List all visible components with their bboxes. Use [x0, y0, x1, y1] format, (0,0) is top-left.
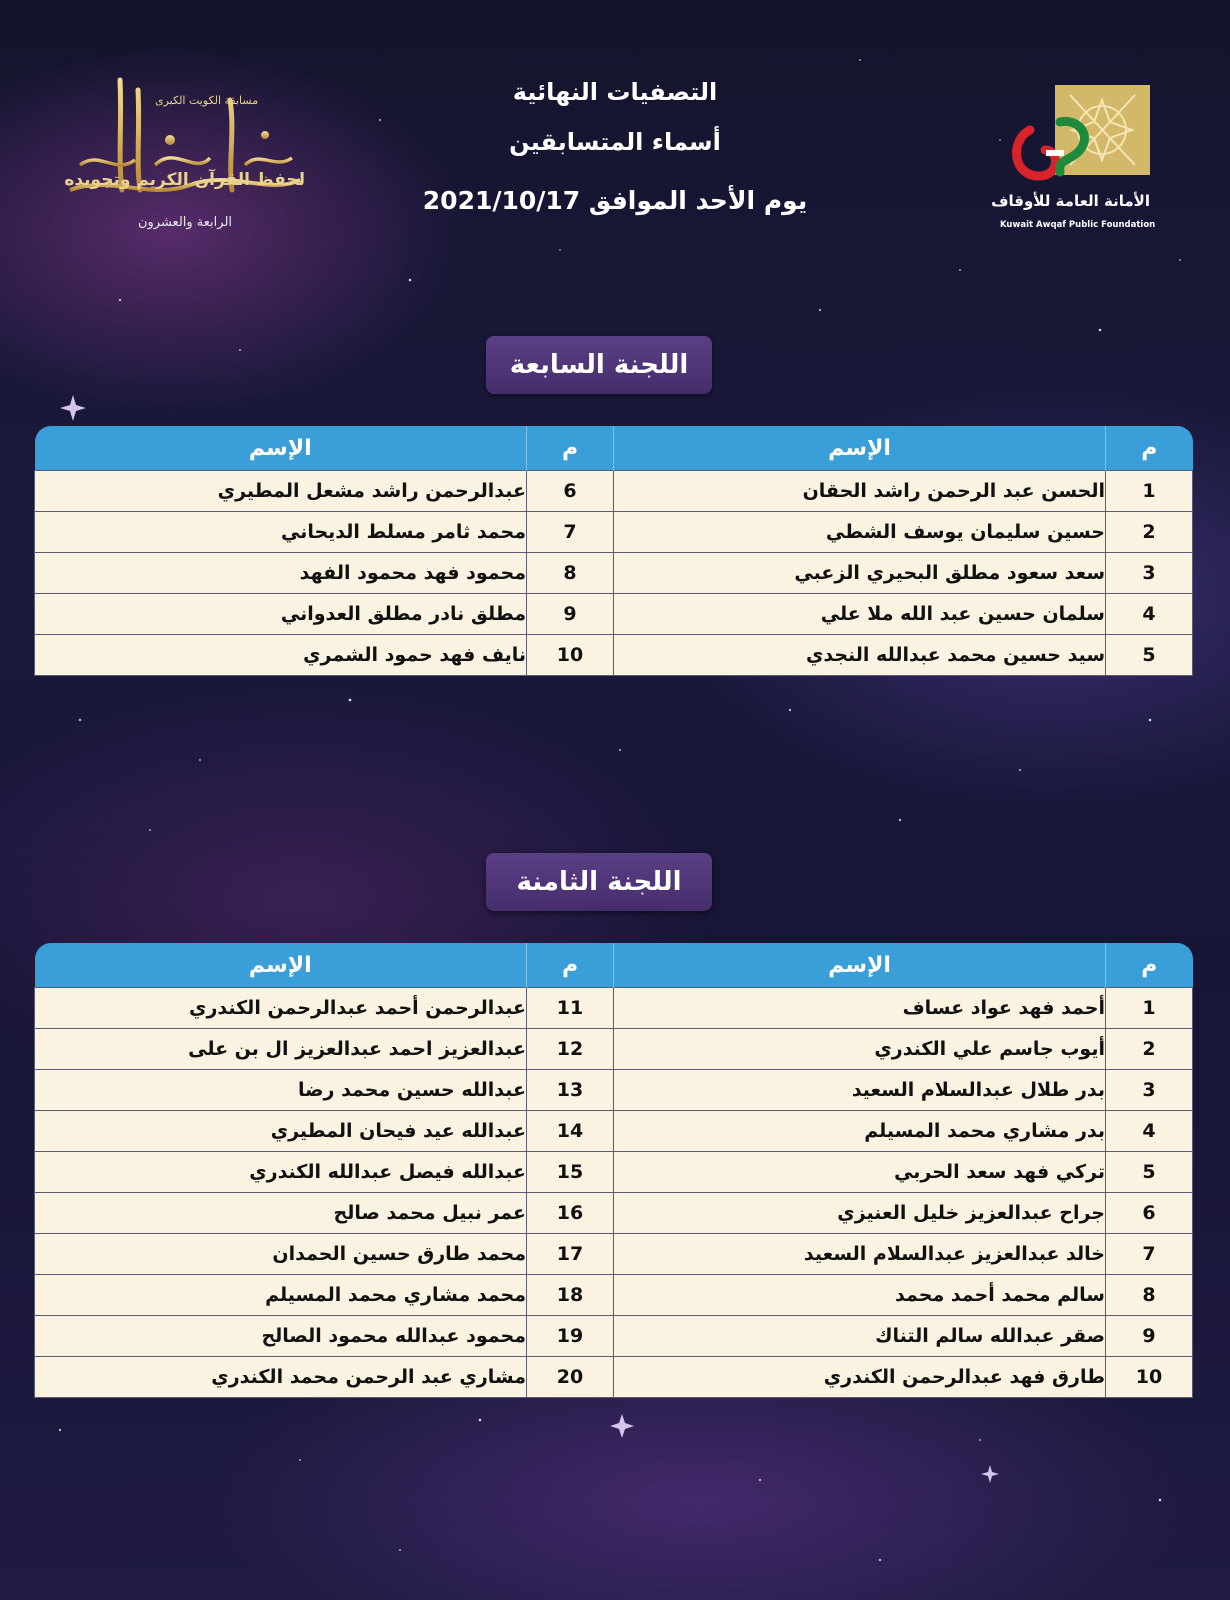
row-number: 4 — [1106, 1111, 1193, 1152]
contestant-name: عبدالرحمن أحمد عبدالرحمن الكندري — [35, 988, 527, 1029]
contestant-name: صقر عبدالله سالم التناك — [614, 1316, 1106, 1357]
column-header-name: الإسم — [614, 426, 1106, 471]
row-number: 18 — [527, 1275, 614, 1316]
table-row — [35, 1111, 1193, 1152]
contestant-name: عبدالرحمن راشد مشعل المطيري — [35, 471, 527, 512]
contestant-name: عبدالعزيز احمد عبدالعزيز ال بن على — [35, 1029, 527, 1070]
contestant-name: بدر مشاري محمد المسيلم — [614, 1111, 1106, 1152]
row-number: 5 — [1106, 1152, 1193, 1193]
row-number: 2 — [1106, 1029, 1193, 1070]
contestant-name: أحمد فهد عواد عساف — [614, 988, 1106, 1029]
contestant-name: حسين سليمان يوسف الشطي — [614, 512, 1106, 553]
table-row — [35, 1070, 1193, 1111]
committee-8-badge: اللجنة الثامنة — [486, 853, 712, 911]
row-number: 9 — [1106, 1316, 1193, 1357]
row-number: 3 — [1106, 1070, 1193, 1111]
row-number: 8 — [1106, 1275, 1193, 1316]
contestant-name: مشاري عبد الرحمن محمد الكندري — [35, 1357, 527, 1398]
contestant-name: بدر طلال عبدالسلام السعيد — [614, 1070, 1106, 1111]
column-header-num: م — [1106, 943, 1193, 988]
row-number: 14 — [527, 1111, 614, 1152]
row-number: 12 — [527, 1029, 614, 1070]
contestant-name: جراح عبدالعزيز خليل العنيزي — [614, 1193, 1106, 1234]
row-number: 6 — [527, 471, 614, 512]
contestant-name: مطلق نادر مطلق العدواني — [35, 594, 527, 635]
row-number: 1 — [1106, 471, 1193, 512]
awqaf-name-arabic: الأمانة العامة للأوقاف — [991, 192, 1150, 210]
contestant-name: محمود عبدالله محمود الصالح — [35, 1316, 527, 1357]
table-row — [35, 1357, 1193, 1398]
contestant-name: محمد طارق حسين الحمدان — [35, 1234, 527, 1275]
contestant-name: سالم محمد أحمد محمد — [614, 1275, 1106, 1316]
row-number: 4 — [1106, 594, 1193, 635]
contestant-name: عبدالله حسين محمد رضا — [35, 1070, 527, 1111]
table-row — [35, 553, 1193, 594]
row-number: 17 — [527, 1234, 614, 1275]
contestant-name: خالد عبدالعزيز عبدالسلام السعيد — [614, 1234, 1106, 1275]
row-number: 3 — [1106, 553, 1193, 594]
row-number: 1 — [1106, 988, 1193, 1029]
committee-7-badge: اللجنة السابعة — [486, 336, 712, 394]
table-row — [35, 988, 1193, 1029]
column-header-num: م — [527, 426, 614, 471]
contestant-name: سيد حسين محمد عبدالله النجدي — [614, 635, 1106, 676]
contestant-name: تركي فهد سعد الحربي — [614, 1152, 1106, 1193]
column-header-name: الإسم — [614, 943, 1106, 988]
contestant-name: محمد ثامر مسلط الديحاني — [35, 512, 527, 553]
column-header-num: م — [527, 943, 614, 988]
contestant-name: عبدالله فيصل عبدالله الكندري — [35, 1152, 527, 1193]
table-row — [35, 635, 1193, 676]
column-header-num: م — [1106, 426, 1193, 471]
contestant-name: سعد سعود مطلق البحيري الزعبي — [614, 553, 1106, 594]
table-row — [35, 1152, 1193, 1193]
committee-8-table — [34, 943, 1192, 1398]
row-number: 16 — [527, 1193, 614, 1234]
contestant-name: طارق فهد عبدالرحمن الكندري — [614, 1357, 1106, 1398]
row-number: 7 — [1106, 1234, 1193, 1275]
contestant-name: الحسن عبد الرحمن راشد الحقان — [614, 471, 1106, 512]
committee-7-table — [34, 426, 1192, 676]
row-number: 8 — [527, 553, 614, 594]
contestant-name: سلمان حسين عبد الله ملا علي — [614, 594, 1106, 635]
row-number: 13 — [527, 1070, 614, 1111]
row-number: 6 — [1106, 1193, 1193, 1234]
table-row — [35, 1193, 1193, 1234]
table-row — [35, 512, 1193, 553]
date-line: يوم الأحد الموافق 2021/10/17 — [422, 186, 808, 215]
competition-logo-title: لحفظ القرآن الكريم وتجويده — [64, 170, 305, 190]
contestant-name: محمد مشاري محمد المسيلم — [35, 1275, 527, 1316]
table-row — [35, 1316, 1193, 1357]
table-header-row — [35, 426, 1193, 471]
contestant-name: عبدالله عيد فيحان المطيري — [35, 1111, 527, 1152]
table-row — [35, 1029, 1193, 1070]
table-row — [35, 471, 1193, 512]
awqaf-name-english: Kuwait Awqaf Public Foundation — [1000, 220, 1156, 230]
table-row — [35, 594, 1193, 635]
row-number: 11 — [527, 988, 614, 1029]
competition-logo-name: مسابقة الكويت الكبرى — [155, 94, 259, 107]
row-number: 2 — [1106, 512, 1193, 553]
table-header-row — [35, 943, 1193, 988]
table-row — [35, 1234, 1193, 1275]
column-header-name: الإسم — [35, 426, 527, 471]
row-number: 9 — [527, 594, 614, 635]
contestant-name: محمود فهد محمود الفهد — [35, 553, 527, 594]
contestant-name: عمر نبيل محمد صالح — [35, 1193, 527, 1234]
page-subtitle: أسماء المتسابقين — [509, 128, 721, 156]
row-number: 20 — [527, 1357, 614, 1398]
row-number: 19 — [527, 1316, 614, 1357]
row-number: 15 — [527, 1152, 614, 1193]
page-title: التصفيات النهائية — [512, 78, 718, 106]
row-number: 7 — [527, 512, 614, 553]
row-number: 5 — [1106, 635, 1193, 676]
column-header-name: الإسم — [35, 943, 527, 988]
table-row — [35, 1275, 1193, 1316]
contestant-name: نايف فهد حمود الشمري — [35, 635, 527, 676]
competition-edition: الرابعة والعشرون — [137, 215, 233, 230]
row-number: 10 — [1106, 1357, 1193, 1398]
contestant-name: أيوب جاسم علي الكندري — [614, 1029, 1106, 1070]
row-number: 10 — [527, 635, 614, 676]
